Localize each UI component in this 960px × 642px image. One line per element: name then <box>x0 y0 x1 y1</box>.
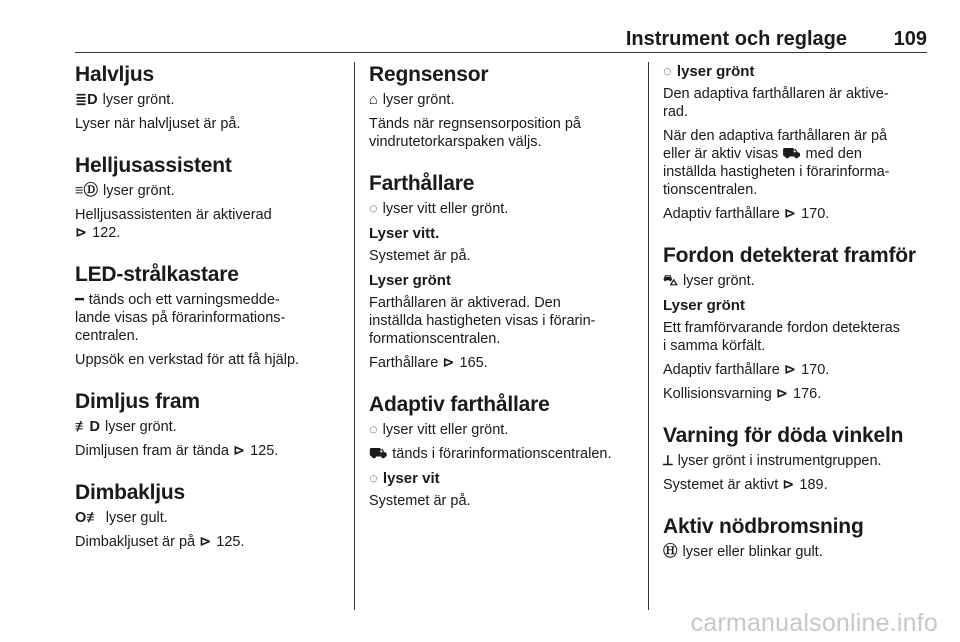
page-header <box>75 28 927 52</box>
led-status: ━ tänds och ett varningsmedde- lande visas på förarinformations- centralen. <box>75 292 286 344</box>
col3-desc-a: Den adaptiva farthållaren är aktive- rad. <box>663 86 889 120</box>
ref-arrow-icon: ⊳ <box>232 443 246 459</box>
kollision-ref: Kollisionsvarning ⊳ 176. <box>663 386 822 402</box>
adapt-vit-desc: Systemet är på. <box>369 493 471 509</box>
dimbak-status: O≢ lyser gult. <box>75 510 168 526</box>
column-divider-1 <box>354 62 355 610</box>
vehicle-ahead-icon: ⛍ <box>663 273 678 289</box>
vinkel-desc: Systemet är aktivt ⊳ 189. <box>663 477 828 493</box>
nod-status: Ⓗ lyser eller blinkar gult. <box>663 544 823 560</box>
page-link[interactable]: 176. <box>793 386 822 402</box>
led-headlight-icon: ━ <box>75 292 84 308</box>
page-link[interactable]: 189. <box>799 477 828 493</box>
farth-ref: Farthållare ⊳ 165. <box>369 355 488 371</box>
heading-helljus: Helljusassistent <box>75 154 232 177</box>
front-fog-icon: ≢D <box>75 419 100 435</box>
low-beam-icon: ≣D <box>75 92 98 108</box>
subheading-vitt: Lyser vitt. <box>369 225 440 242</box>
halvljus-desc: Lyser när halvljuset är på. <box>75 116 241 132</box>
page-link[interactable]: 125. <box>216 534 245 550</box>
ref-arrow-icon: ⊳ <box>783 206 797 222</box>
cruise-control-icon: ◌ <box>369 470 378 487</box>
vinkel-status: ⟂ lyser grönt i instrumentgruppen. <box>663 453 882 469</box>
regn-status: ⌂ lyser grönt. <box>369 92 455 108</box>
helljus-desc: Helljusassistenten är aktiverad ⊳ 122. <box>75 207 272 241</box>
ref-arrow-icon: ⊳ <box>75 225 88 241</box>
fordon-status: ⛍ lyser grönt. <box>663 273 755 289</box>
page-link[interactable]: 165. <box>459 355 488 371</box>
ref-arrow-icon: ⊳ <box>783 362 797 378</box>
acc-vehicle-icon: ⛟ <box>369 446 388 462</box>
rear-fog-icon: O≢ <box>75 510 101 526</box>
fordon-desc: Ett framförvarande fordon detekteras i samma körfält. <box>663 320 900 354</box>
heading-adaptiv: Adaptiv farthållare <box>369 393 550 416</box>
heading-farthallare: Farthållare <box>369 172 475 195</box>
regn-desc: Tänds när regnsensorposition på vindrutetorkarspaken väljs. <box>369 116 581 150</box>
high-beam-assist-icon: ≡Ⓓ <box>75 183 98 199</box>
emergency-brake-icon: Ⓗ <box>663 544 678 560</box>
ref-arrow-icon: ⊳ <box>782 477 795 493</box>
subheading-adapt-vit: ◌ lyser vit <box>369 470 440 487</box>
col3-ref: Adaptiv farthållare ⊳ 170. <box>663 206 830 222</box>
page-link[interactable]: 122. <box>92 225 121 241</box>
rain-sensor-icon: ⌂ <box>369 92 378 108</box>
column-2 <box>369 62 639 516</box>
heading-dimfram: Dimljus fram <box>75 390 200 413</box>
column-divider-2 <box>648 62 649 610</box>
blind-spot-icon: ⟂ <box>663 453 673 469</box>
cruise-control-icon: ◌ <box>369 201 378 217</box>
subheading-gront: Lyser grönt <box>369 272 451 289</box>
adapt-status2: ⛟ tänds i förarinformationscentralen. <box>369 446 612 462</box>
farth-status: ◌ lyser vitt eller grönt. <box>369 201 509 217</box>
cruise-control-icon: ◌ <box>369 422 378 438</box>
heading-vinkel: Varning för döda vinkeln <box>663 424 904 447</box>
dimfram-status: ≢D lyser grönt. <box>75 419 177 435</box>
page-link[interactable]: 170. <box>801 362 830 378</box>
heading-regnsensor: Regnsensor <box>369 63 489 86</box>
column-3 <box>663 62 933 567</box>
heading-nodbromsning: Aktiv nödbromsning <box>663 515 864 538</box>
fordon-ref: Adaptiv farthållare ⊳ 170. <box>663 362 830 378</box>
halvljus-status: ≣D lyser grönt. <box>75 92 175 108</box>
heading-led: LED-strålkastare <box>75 263 239 286</box>
vitt-desc: Systemet är på. <box>369 248 471 264</box>
adapt-status: ◌ lyser vitt eller grönt. <box>369 422 509 438</box>
heading-fordon: Fordon detekterat framför <box>663 244 916 267</box>
helljus-status: ≡Ⓓ lyser grönt. <box>75 183 175 199</box>
heading-dimbak: Dimbakljus <box>75 481 186 504</box>
page-link[interactable]: 125. <box>250 443 279 459</box>
heading-halvljus: Halvljus <box>75 63 154 86</box>
dimbak-desc: Dimbakljuset är på ⊳ 125. <box>75 534 245 550</box>
subheading-fordon-gront: Lyser grönt <box>663 297 745 314</box>
ref-arrow-icon: ⊳ <box>775 386 788 402</box>
page-link[interactable]: 170. <box>801 206 830 222</box>
ref-arrow-icon: ⊳ <box>442 355 455 371</box>
cruise-control-icon: ◌ <box>663 63 672 80</box>
page-number: 109 <box>893 28 927 50</box>
ref-arrow-icon: ⊳ <box>199 534 212 550</box>
dimfram-desc: Dimljusen fram är tända ⊳ 125. <box>75 443 279 459</box>
subheading-col3-gront: ◌ lyser grönt <box>663 63 755 80</box>
header-rule <box>75 52 927 53</box>
page-title: Instrument och reglage <box>625 28 847 50</box>
column-1 <box>75 62 345 557</box>
led-desc: Uppsök en verkstad för att få hjälp. <box>75 352 300 368</box>
acc-vehicle-icon: ⛟ <box>782 146 801 162</box>
watermark: carmanualsonline.info <box>690 609 938 637</box>
col3-desc-b: När den adaptiva farthållaren är på eller är aktiv visas ⛟ med den inställda hastigheten i förarinforma- tionscentralen. <box>663 128 890 198</box>
gront-desc: Farthållaren är aktiverad. Den inställda hastigheten visas i förarin- formationscentralen. <box>369 295 596 347</box>
